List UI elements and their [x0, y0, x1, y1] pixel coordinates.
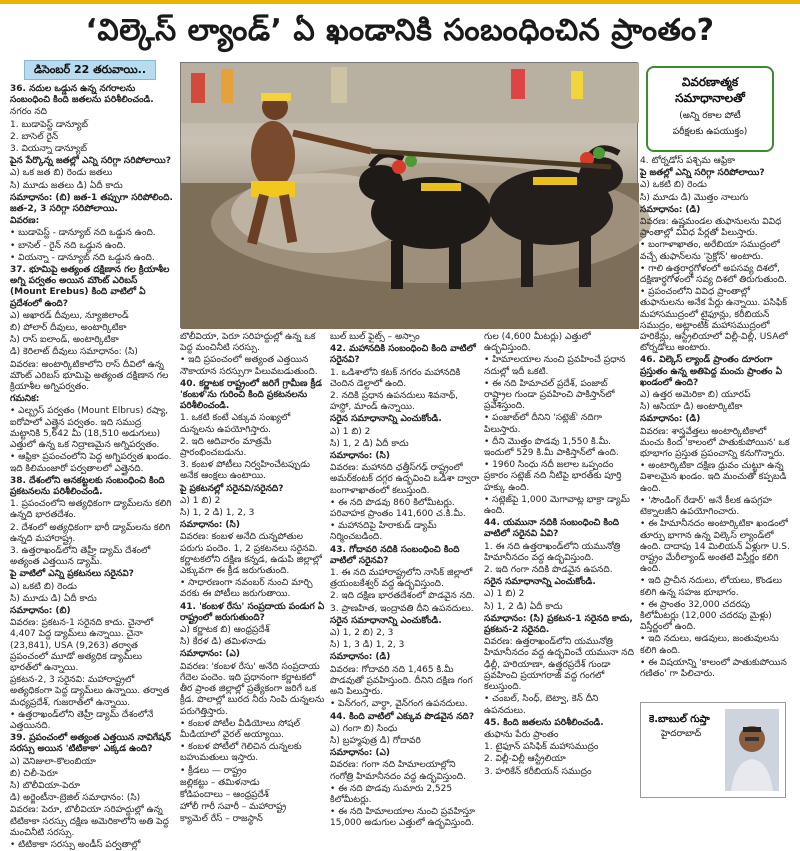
paragraph: • ఆఫ్రికా ప్రపంచంలోని పెద్ద అగ్నిపర్వత ఖండం. ఇది కిలిమంజారో పర్వతాలలో ఎత్తైనది.: [10, 452, 172, 474]
paragraph: క్యామెల్ రేస్ – రాజస్థాన్: [180, 814, 263, 825]
paragraph: హోలీ గారీ సవారీ – మహారాష్ట్ర: [180, 802, 287, 813]
paragraph: వివరణ: మహానది ఛత్తీస్‌గఢ్ రాష్ట్రంలో అమర్‌కంటక్ దగ్గర ఉద్భవించి ఒడిశా ద్వారా బంగాళాఖాతంలో కలుస్తుంది.: [330, 463, 480, 496]
paragraph: వివరణ: గంగా నది హిమాలయాల్లోని గంగోత్రి హిమానీనదం వద్ద ఉద్భవిస్తుంది.: [330, 760, 466, 782]
info-title-1: వివరణాత్మక: [681, 75, 739, 89]
paragraph: 1. టైఫూన్ పసిఫిక్ మహాసముద్రం: [484, 742, 599, 753]
paragraph: • బంగాళాఖాతం, అరేబియా సముద్రంలో వచ్చే తుఫాన్‌లను 'సైక్లోన్' అంటారు.: [640, 240, 780, 262]
paragraph: సి) రాస్ ఐలాండ్, అంటార్కిటికా: [10, 335, 119, 346]
paragraph: 45. కింది జతలను పరిశీలించండి.: [484, 717, 604, 728]
paragraph: • దీని మొత్తం పొడవు 1,550 కి.మీ. ఇందులో 529 కి.మీ పాకిస్తాన్‌లో ఉంది.: [484, 436, 619, 459]
paragraph: 43. గోదావరి నదికి సంబంధించి కింది వాటిలో సరైనవి?: [330, 544, 460, 566]
paragraph: సమాధానం: (డి): [640, 414, 701, 425]
paragraph: • బాసెల్ - రైన్ నది ఒడ్డున ఉంది.: [10, 240, 126, 251]
column-3: [330, 332, 480, 829]
paragraph: • సాధారణంగా నవంబర్ నుంచి మార్చి వరకు ఈ పోటీలు జరుగుతాయి.: [180, 578, 313, 600]
paragraph: గమనిక:: [10, 394, 40, 405]
paragraph: 38. దేశంలోని ఆనకట్టలకు సంబంధించి కింది ప్రకటనలను పరిశీలించండి.: [10, 475, 165, 497]
paragraph: ఎ) అఖారడ్ దీవులు, న్యూజిలాండ్: [10, 310, 129, 321]
paragraph: • ఈ నది పొడవు సుమారు 2,525 కిలోమీటర్లు.: [330, 783, 453, 805]
paragraph: సమాధానం: (సి): [180, 520, 240, 531]
paragraph: 39. ప్రపంచంలో అత్యంత ఎత్తయిన నావిగేషన్ సరస్సు అయిన 'టిటికాకా' ఎక్కడ ఉంది?: [10, 733, 171, 755]
paragraph: 1. ఈ నది మహారాష్ట్రలోని నాసిక్ జిల్లాలో త్రయంబకేశ్వర్ వద్ద ఉద్భవిస్తుంది.: [330, 568, 473, 590]
paragraph: 1. ప్రపంచంలోని అత్యధికంగా డ్యామ్‌లను కలిగి ఉన్నది భారతదేశం.: [10, 499, 172, 521]
paragraph: • పంజాబ్‌లో దీనిని 'సట్లెజ్' నదిగా పిలుస్తారు.: [484, 413, 602, 435]
paragraph: 42. మహానదికి సంబంధించి కింది వాటిలో సరైనవి?: [330, 344, 476, 366]
paragraph: ఎ) ఒకటి బి) రెండు: [10, 581, 77, 592]
date-badge: డిసెంబర్ 22 తరువాయి..: [24, 60, 156, 80]
paragraph: 2. ఇది దక్షిణ భారతదేశంలో పొడవైన నది.: [330, 591, 476, 602]
info-subtitle-2: పరీక్షలకు ఉపయుక్తం): [672, 127, 748, 137]
paragraph: ఎ) 1 బి) 2: [180, 495, 221, 506]
paragraph: సి) 1, 2 డి) ఏదీ కాదు: [484, 601, 563, 612]
paragraph: • బుడాపెస్ట్ - డాన్యూబ్ నది ఒడ్డున ఉంది.: [10, 228, 156, 239]
paragraph: 36. నదుల ఒడ్డున ఉన్న నగరాలను సంబంధించి కింది జతలను పరిశీలించండి.: [10, 84, 154, 106]
page-headline: ‘విల్కెస్ ల్యాండ్’ ఏ ఖండానికి సంబంధించిన ప్రాంతం?: [85, 13, 715, 48]
paragraph: 3. కంబళ పోటీలు నిర్వహించేటప్పుడు అనేక ఆంక్షలు ఉంటాయి.: [180, 460, 311, 482]
explanatory-answers-box: [646, 66, 774, 152]
paragraph: సి) మూడు జతలు డి) ఏదీ కాదు: [10, 180, 123, 191]
paragraph: 46. విల్కెస్ ల్యాండ్ ప్రాంతం దూరంగా ప్రస్తుతం ఉన్న అతిపెద్ద మంచు ప్రాంతం ఏ ఖండంలో ఉంది?: [640, 355, 782, 388]
paragraph: 44. కింది వాటిలో ఎక్కువ పొడవైన నది?: [330, 711, 475, 722]
paragraph: వివరణ: పెరూ, బొలీవియా సరిహద్దుల్లో ఉన్న టిటికాకా సరస్సు దక్షిణ అమెరికాలోని అతి పెద్ద మంచినీటి సరస్సు.: [10, 805, 169, 838]
paragraph: తుఫాను పేరు ప్రాంతం: [484, 729, 559, 740]
paragraph: వివరణ: 'కంబళ రేసు' అనేది సంప్రదాయ గేదెల పందెం. ఇది ప్రధానంగా కర్ణాటకలో తీర ప్రాంత జిల్లాల్లో ప్రత్యేకంగా జరిగే ఒక క్రీడ. పొలాల్లో బురద నీరు నింపి దున్నలను పరుగెత్తిస్తారు.: [180, 661, 325, 717]
paragraph: ఎ) ఒకటి బి) రెండు: [640, 180, 707, 191]
paragraph: • వియన్నా - డాన్యూబ్ నది ఒడ్డున ఉంది.: [10, 252, 155, 263]
paragraph: వివరణ: ఉత్తరాఖండ్‌లోని యమునోత్రి హిమానీనదం వద్ద ఉద్భవించే యమునా నది ఢిల్లీ, హరియాణా, ఉత్తరప్రదేశ్ గుండా ప్రవహించి ప్రయాగరాజ్ వద్ద గంగలో కలుస్తుంది.: [484, 637, 634, 693]
column-4: [484, 332, 634, 806]
paragraph: 4. టోర్నడోస్ పశ్చిమ ఆఫ్రికా: [640, 156, 736, 166]
paragraph: • పెన్‌గంగ, వార్ధా, వైన్‌గంగ ఉపనదులు.: [330, 699, 468, 710]
paragraph: 1. ఒకటి కంటే ఎక్కువ సంఖ్యలో దున్నలను ఉపయోగిస్తారు.: [180, 413, 291, 435]
paragraph: వివరణ: శాస్త్రవేత్తలు అంటార్కిటికాలో మంచు కింద 'కాలంలో పాతుకుపోయిన' ఒక భూభాగం ప్రస్తుత ప్రపంచాన్ని కనుగొన్నారు.: [640, 426, 790, 460]
paragraph: • ఇది ప్రాచీన నదులు, లోయలు, కొండలు కలిగి ఉన్న సహజ భూభాగం.: [640, 576, 783, 598]
paragraph: • ఇది నదులు, అడవులు, జంతువులను కలిగి ఉంది.: [640, 634, 779, 656]
paragraph: బుల్ బుల్ ఫైట్స్ – అస్సాం: [330, 332, 420, 342]
author-city: హైదరాబాద్: [661, 729, 702, 739]
paragraph: • అంటార్కిటికా దక్షిణ ధ్రువం చుట్టూ ఉన్న విశాలమైన ఖండం. ఇది మంచుతో కప్పబడి ఉంది.: [640, 461, 787, 494]
paragraph: గుల (4,600 మీటర్లు) ఎత్తులో ఉద్భవిస్తుంది.: [484, 332, 591, 354]
paragraph: సమాధానం: (డి): [330, 652, 391, 663]
paragraph: • ఎల్బ్రస్ పర్వతం (Mount Elbrus) రష్యా, ఐరోపాలో ఎత్తైన పర్వతం. ఇది సముద్ర మట్టానికి 5,642 మీ (18,510 అడుగులు) ఎత్తులో ఉన్న ఒక నిద్రాణమైన అగ్నిపర్వతం.: [10, 406, 168, 451]
paragraph: సి) 1, 3 డి) 1, 2, 3: [330, 640, 405, 651]
paragraph: • ఈ నది పొడవు 860 కిలోమీటర్లు. పరివాహక ప్రాంతం 141,600 చ.కి.మీ.: [330, 497, 466, 520]
paragraph: • ఈ విషయాన్ని 'కాలంలో పాతుకుపోయిన గణితం' గా పిలిచారు.: [640, 657, 787, 679]
info-title-2: సమాధానాలతో: [675, 91, 745, 105]
paragraph: • హిమాలయాల నుంచి ప్రవహించే ప్రధాన నదుల్లో ఇదీ ఒకటి.: [484, 355, 626, 377]
paragraph: సమాధానం: (ఎ): [330, 748, 391, 759]
paragraph: వివరణ: అంటార్కిటికాలోని రాస్ దీవిలో ఉన్న మౌంట్ ఎరిబస్ భూమిపై అత్యంత దక్షిణాన గల క్రియాశీల అగ్నిపర్వతం.: [10, 359, 169, 393]
paragraph: సి) మూడు డి) ఏదీ కాదు: [10, 593, 97, 604]
paragraph: • ఈ ప్రాంతం 32,000 చదరపు కిలోమీటర్లు (12,000 చదరపు మైళ్లు) విస్తీర్ణంలో ఉంది.: [640, 599, 772, 633]
paragraph: • క్రీడలు — రాష్ట్రం: [180, 765, 247, 776]
paragraph: సరైన సమాధానాన్ని ఎంచుకోండి.: [484, 577, 596, 588]
paragraph: డి) కెరిలాట్ దీవులు సమాధానం: (సి): [10, 347, 138, 358]
paragraph: డి) అర్జెంటీనా-బ్రెజిల్ సమాధానం: (సి): [10, 793, 141, 804]
paragraph: • 1960 సింధు నదీ జలాల ఒప్పందం ప్రకారం సట్లెజ్ నది నీటిపై భారత్‌కు పూర్తి హక్కు ఉంది.: [484, 460, 622, 493]
paragraph: పైన పేర్కొన్న జతల్లో ఎన్ని సరిగ్గా సరిపోలాయి?: [10, 156, 171, 167]
column-1: [10, 84, 173, 850]
paragraph: • ఇది ప్రపంచంలో అత్యంత ఎత్తయిన నౌకాయాన సరస్సుగా పిలువబడుతుంది.: [180, 355, 318, 377]
author-name: కె.బాబుల్ గుప్తా: [649, 714, 710, 725]
paragraph: సమాధానం: (బి): [10, 605, 71, 616]
paragraph: బొలీవియా, పెరూ సరిహద్దుల్లో ఉన్న ఒక పెద్ద మంచినీటి సరస్సు.: [180, 332, 316, 354]
photo-illustration: [181, 63, 639, 329]
paragraph: సి) ఆసియా డి) అంటార్కిటికా: [640, 402, 743, 413]
paragraph: ఎ) 1 బి) 2: [484, 589, 525, 600]
paragraph: • సట్లెజ్‌పై 1,000 మెగావాట్ల భాక్రా డ్యామ్ ఉంది.: [484, 494, 630, 517]
paragraph: జల్లికట్టు – తమిళనాడు: [180, 777, 260, 788]
paragraph: 2. ఇది ఆదివారం మాత్రమే ప్రారంభించబడును.: [180, 436, 272, 459]
paragraph: ఎ) వెనిజులా-కొలంబియా: [10, 756, 96, 767]
paragraph: 2. ఇది గంగా నదికి పొడవైన ఉపనది.: [484, 565, 613, 576]
kambala-race-photo: [180, 62, 638, 328]
paragraph: 41. 'కంబళ రేసు' సంప్రదాయ పండుగ ఏ రాష్ట్రంలో జరుగుతుంది?: [180, 601, 325, 623]
paragraph: ప్రకటన-2, 3 సరైనవి: మహారాష్ట్రలో అత్యధికంగా పెద్ద డ్యామ్‌లు ఉన్నాయి. తర్వాత మధ్యప్రదేశ్, గుజరాత్‌లో ఉన్నాయి.: [10, 675, 170, 708]
top-accent-bar: [0, 0, 800, 4]
paragraph: సరైన సమాధానాన్ని ఎంచుకోండి.: [330, 615, 442, 626]
paragraph: 37. భూమిపై అత్యంత దక్షిణాన గల క్రియాశీల అగ్ని పర్వతం అయిన మౌంట్ ఎరిబస్ (Mount Erebus) కింది వాటిలో ఏ ప్రదేశంలో ఉంది?: [10, 265, 170, 309]
paragraph: 40. కర్ణాటక రాష్ట్రంలో జరిగే గ్రామీణ క్రీడ 'కంబళ'ను గురించి కింది ప్రకటనలను పరిశీలించండి.: [180, 378, 322, 412]
paragraph: 3. హరికేన్ కరీబియన్ సముద్రం: [484, 766, 592, 777]
paragraph: వివరణ: గోదావరి నది 1,465 కి.మీ పొడవుతో ప్రవహిస్తుంది. దీనిని దక్షిణ గంగ అని పిలుస్తారు.: [330, 664, 473, 698]
paragraph: 2. నదికి ప్రధాన ఉపనదులు శివనాథ్, హస్దో, మాండ్ ఉన్నాయి.: [330, 391, 458, 413]
paragraph: 2. దేశంలో అత్యధికంగా భారీ డ్యామ్‌లను కలిగి ఉన్నది మహారాష్ట్ర.: [10, 522, 171, 544]
paragraph: నగరం నది: [10, 107, 47, 118]
paragraph: • టిటికాకా సరస్సు అండీస్ పర్వతాల్లో: [10, 840, 141, 850]
paragraph: • ప్రపంచంలోని వివిధ ప్రాంతాల్లో తుఫానులను అనేక పేర్లు ఉన్నాయి. పసిఫిక్ మహాసముద్రంలో టైఫూన్లు, కరీబియన్ సముద్రం, అట్లాంటిక్ మహాసముద్రంలో హరికేన్లు, ఆస్ట్రేలియాలో విల్లీ-విల్లీ, USAలో టోర్నడోలు అంటారు.: [640, 287, 788, 354]
paragraph: సి) 1, 2 డి) 1, 2, 3: [180, 508, 255, 519]
paragraph: • కంబళ పోటీల వీడియోలు సోషల్ మీడియాలో వైరల్ అయ్యాయి.: [180, 718, 300, 740]
paragraph: • ఈ నది హిమాలయాల నుంచి ప్రవహిస్తూ 15,000 అడుగుల ఎత్తులో ఉద్భవిస్తుంది.: [330, 807, 475, 829]
author-portrait-icon: [725, 709, 779, 791]
paragraph: సమాధానం: (ఎ): [180, 649, 241, 660]
paragraph: ఎ) కర్ణాటక బి) ఆంధ్రప్రదేశ్: [180, 625, 270, 636]
paragraph: 3. ప్రాణహిత, ఇంద్రావతి దీని ఉపనదులు.: [330, 603, 474, 614]
paragraph: • మహానదిపై హిరాకుడ్ డ్యామ్ నిర్మించబడింది.: [330, 521, 437, 543]
paragraph: • ఈ హిమానీనదం అంటార్కిటికా ఖండంలో తూర్పు భాగాన ఉన్న విల్కెస్ ల్యాండ్‌లో ఉంది. దాదాపు 14 మిలియన్ ఏళ్లుగా U.S. రాష్ట్రం మేరీల్యాండ్ అంతటి విస్తీర్ణం కలిగి ఉంది.: [640, 519, 790, 575]
paragraph: 1. ఒడిశాలోని కటక్ నగరం మహానదికి చెందిన డెల్టాలో ఉంది.: [330, 367, 461, 389]
paragraph: 2. విల్లీ-విల్లీ ఆస్ట్రేలియా: [484, 754, 566, 765]
paragraph: 1. ఈ నది ఉత్తరాఖండ్‌లోని యమునోత్రి హిమానీనదం వద్ద ఉద్భవిస్తుంది.: [484, 541, 621, 563]
paragraph: 44. యమునా నదికి సంబంధించి కింది వాటిలో సరైనవి ఏవి?: [484, 518, 620, 540]
paragraph: సి) కేరళ డి) తమిళనాడు: [180, 637, 266, 648]
paragraph: వివరణ: ప్రకటన-1 సరైనది కాదు. చైనాలో 4,407 పెద్ద డ్యామ్‌లు ఉన్నాయి. చైనా (23,841), USA (9,263) తర్వాత ప్రపంచంలో మూడో అత్యధిక డ్యామ్‌లు భారత్‌లో ఉన్నాయి.: [10, 618, 154, 673]
column-5: [640, 156, 790, 698]
paragraph: • ఉత్తరాఖండ్‌లోని తెహ్రీ డ్యామ్ దేశంలోనే ఎత్తయినది.: [10, 709, 154, 731]
paragraph: పై వాటిలో ఎన్ని ప్రకటనలు సరైనవి?: [10, 569, 134, 580]
paragraph: వివరణ:: [10, 216, 40, 227]
paragraph: ఎ) గంగా బి) సింధు: [330, 723, 398, 734]
paragraph: పై ప్రకటనల్లో సరైనవి/సరైనది?: [180, 483, 284, 494]
info-subtitle-1: (అన్ని రకాల పోటీ: [679, 111, 741, 121]
author-byline: [640, 702, 786, 798]
paragraph: సి) బ్రహ్మపుత్ర డి) గోదావరి: [330, 735, 421, 746]
paragraph: సరైన సమాధానాన్ని ఎంచుకోండి.: [330, 414, 442, 425]
paragraph: 3. వియన్నా డాన్యూబ్: [10, 144, 88, 155]
paragraph: వివరణ: ఉష్ణమండల తుఫానులను వివిధ ప్రాంతాల్లో వివిధ పేర్లతో పిలుస్తారు.: [640, 217, 782, 239]
paragraph: సి) బొలీవియా-పెరూ: [10, 780, 80, 791]
paragraph: వివరణ: కంబళ అనేది దున్నపోతుల పరుగు పందెం. 1, 2 ప్రకటనలు సరైనవి. కర్ణాటకలోని దక్షిణ కన్నడ, ఉడుపి జిల్లాల్లో ఎక్కువగా ఈ క్రీడ జరుగుతుంది.: [180, 532, 322, 577]
author-photo: [725, 709, 779, 791]
paragraph: పై జతల్లో ఎన్ని సరిగ్గా సరిపోలాయి?: [640, 168, 765, 179]
paragraph: • గాలి ఉత్తరార్ధగోళంలో అపసవ్య దిశలో, దక్షిణార్ధగోళంలో సవ్య దిశలో తిరుగుతుంది.: [640, 263, 787, 286]
paragraph: బి) చిలీ-పెరూ: [10, 768, 58, 779]
paragraph: 2. బాసెల్ రైన్: [10, 131, 59, 142]
paragraph: ఎ) ఉత్తర అమెరికా బి) యూరప్: [640, 390, 751, 401]
paragraph: • కంబళ పోటీలో గెలిచిన దున్నలకు బహుమతులు ఇస్తారు.: [180, 742, 302, 764]
paragraph: సి) మూడు డి) మొత్తం నాలుగు: [640, 192, 749, 203]
paragraph: • ఈ నది హిమాచల్ ప్రదేశ్, పంజాబ్ రాష్ట్రాల గుండా ప్రవహించి పాకిస్తాన్‌లో ప్రవేశిస్తుంది.: [484, 378, 615, 412]
paragraph: 1. బుడాపెస్ట్ డాన్యూబ్: [10, 119, 88, 130]
paragraph: సమాధానం: (సి): [330, 451, 390, 462]
paragraph: సి) 1, 2 డి) ఏదీ కాదు: [330, 438, 409, 449]
paragraph: సమాధానం: (బి) జత-1 తప్పుగా సరిపోలింది. జత-2, 3 సరిగ్గా సరిపోలాయి.: [10, 192, 173, 215]
paragraph: సమాధానం: (సి) ప్రకటన-1 సరైనది కాదు, ప్రకటన-2 సరైనది.: [484, 613, 633, 636]
paragraph: బి) పోలార్ దీవులు, అంటార్కిటికా: [10, 323, 127, 334]
paragraph: ఎ) 1, 2 బి) 2, 3: [330, 628, 394, 639]
paragraph: 3. ఉత్తరాఖండ్‌లోని తెహ్రీ డ్యామ్ దేశంలో అత్యంత ఎత్తయిన డ్యామ్.: [10, 545, 151, 568]
paragraph: కోడిపందాలు – ఆంధ్రప్రదేశ్: [180, 789, 269, 800]
paragraph: • 'సౌండింగ్ రేడార్' అనే కీలక ఉపగ్రహ టెక్నాలజీని ఉపయోగించారు.: [640, 495, 772, 518]
paragraph: • చంబల్, సింధ్, బెట్వా, కెన్ దీని ఉపనదులు.: [484, 694, 599, 716]
paragraph: ఎ) 1 బి) 2: [330, 426, 371, 437]
paragraph: సమాధానం: (డి): [640, 204, 701, 215]
paragraph: ఎ) ఒక జత బి) రెండు జతలు: [10, 168, 113, 179]
column-2: [180, 332, 325, 825]
